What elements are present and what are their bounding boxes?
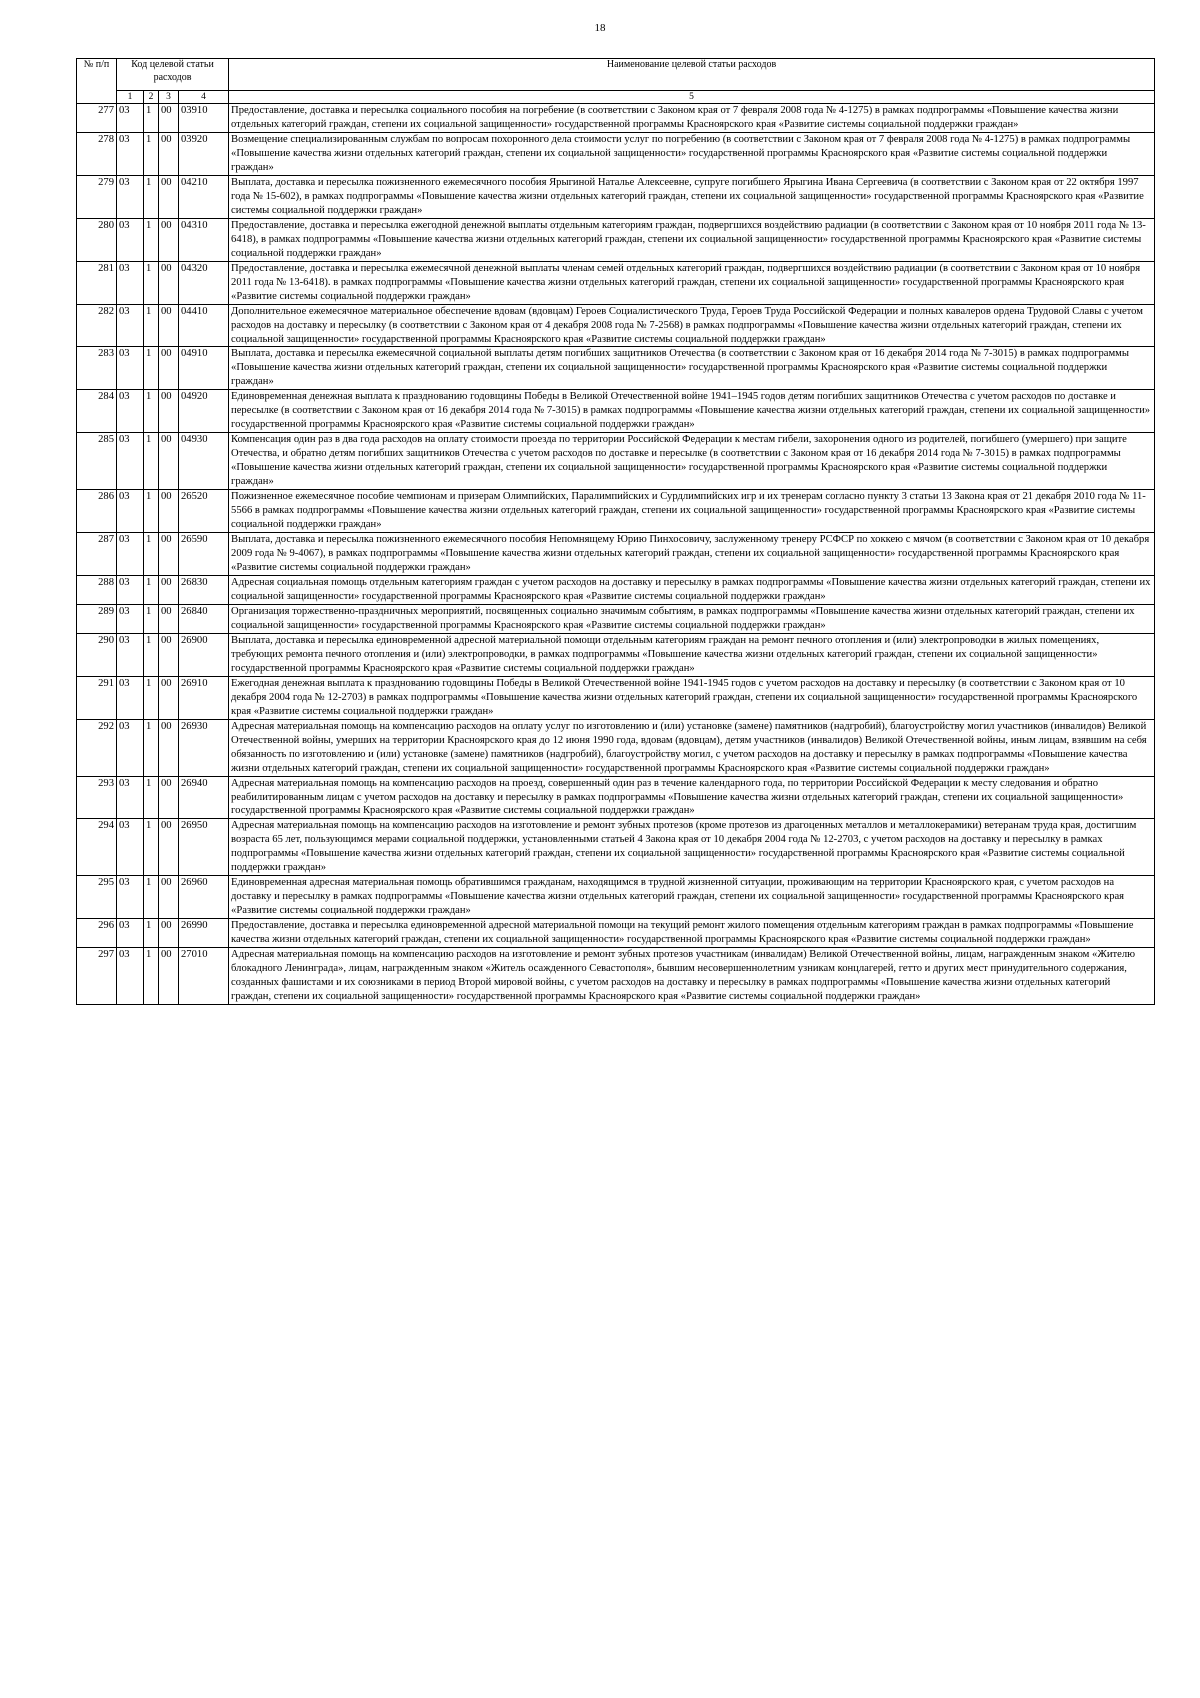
code-part-3: 00	[159, 132, 179, 175]
code-part-2: 1	[144, 876, 159, 919]
row-number: 290	[77, 633, 117, 676]
row-number: 281	[77, 261, 117, 304]
code-part-4: 26900	[179, 633, 229, 676]
code-part-3: 00	[159, 948, 179, 1005]
table-row	[77, 676, 1155, 719]
code-part-2: 1	[144, 433, 159, 490]
header-target-code: Код целевой статьи расходов	[117, 59, 229, 91]
code-part-1: 03	[117, 633, 144, 676]
row-number: 283	[77, 347, 117, 390]
code-part-4: 26830	[179, 575, 229, 604]
code-part-3: 00	[159, 776, 179, 819]
row-number: 297	[77, 948, 117, 1005]
code-part-3: 00	[159, 819, 179, 876]
code-part-2: 1	[144, 490, 159, 533]
table-row	[77, 433, 1155, 490]
code-part-4: 04210	[179, 175, 229, 218]
code-part-3: 00	[159, 433, 179, 490]
code-part-1: 03	[117, 104, 144, 133]
table-row	[77, 633, 1155, 676]
code-part-2: 1	[144, 132, 159, 175]
row-number: 277	[77, 104, 117, 133]
code-part-2: 1	[144, 633, 159, 676]
expense-item-name: Пожизненное ежемесячное пособие чемпионам и призерам Олимпийских, Паралимпийских и Сурдлимпийских игр и их тренерам согласно пункту 3 статьи 13 Закона края от 21 декабря 2010 года № 11-5566 в рамках подпрограммы «Повышение качества жизни отдельных категорий граждан, степени их социальной защищенности» государственной программы Красноярского края «Развитие системы социальной поддержки граждан»	[229, 490, 1155, 533]
code-part-1: 03	[117, 604, 144, 633]
code-part-2: 1	[144, 104, 159, 133]
expense-item-name: Дополнительное ежемесячное материальное обеспечение вдовам (вдовцам) Героев Социалистического Труда, Героев Труда Российской Федерации и полных кавалеров ордена Трудовой Славы с учетом расходов на доставку и пересылку (в соответствии с Законом края от 4 декабря 2008 года № 7-2568) в рамках подпрограммы «Повышение качества жизни отдельных категорий граждан, степени их социальной защищенности» государственной программы Красноярского края «Развитие системы социальной поддержки граждан»	[229, 304, 1155, 347]
row-number: 292	[77, 719, 117, 776]
row-number: 280	[77, 218, 117, 261]
header-index-1: 1	[117, 91, 144, 104]
expense-item-name: Выплата, доставка и пересылка пожизненного ежемесячного пособия Ярыгиной Наталье Алексеевне, супруге погибшего Ярыгина Ивана Сергеевича (в соответствии с Законом края от 22 октября 1997 года № 15-602), в рамках подпрограммы «Повышение качества жизни отдельных категорий граждан, степени их социальной защищенности» государственной программы Красноярского края «Развитие системы социальной поддержки граждан»	[229, 175, 1155, 218]
code-part-2: 1	[144, 575, 159, 604]
expense-item-name: Единовременная адресная материальная помощь обратившимся гражданам, находящимся в трудной жизненной ситуации, проживающим на территории Красноярского края, с учетом расходов на доставку и пересылку в рамках подпрограммы «Повышение качества жизни отдельных категорий граждан, степени их социальной защищенности» государственной программы Красноярского края «Развитие системы социальной поддержки граждан»	[229, 876, 1155, 919]
table-row	[77, 218, 1155, 261]
expense-item-name: Единовременная денежная выплата к празднованию годовщины Победы в Великой Отечественной войне 1941–1945 годов детям погибших защитников Отечества с учетом расходов по доставке и пересылке (в соответствии с Законом края от 16 декабря 2014 года № 7-3015) в рамках подпрограммы «Повышение качества жизни отдельных категорий граждан, степени их социальной защищенности» государственной программы Красноярского края «Развитие системы социальной поддержки граждан»	[229, 390, 1155, 433]
header-index-5: 5	[229, 91, 1155, 104]
code-part-2: 1	[144, 175, 159, 218]
code-part-4: 04930	[179, 433, 229, 490]
expense-item-name: Компенсация один раз в два года расходов на оплату стоимости проезда по территории Российской Федерации к местам гибели, захоронения одного из родителей, погибшего (умершего) при защите Отечества, и обратно детям погибших защитников Отечества с учетом расходов по доставке и пересылке (в соответствии с Законом края от 16 декабря 2014 года № 7-3015) в рамках подпрограммы «Повышение качества жизни отдельных категорий граждан, степени их социальной защищенности» государственной программы Красноярского края «Развитие системы социальной поддержки граждан»	[229, 433, 1155, 490]
table-row	[77, 575, 1155, 604]
table-row	[77, 948, 1155, 1005]
row-number: 286	[77, 490, 117, 533]
row-number: 282	[77, 304, 117, 347]
code-part-3: 00	[159, 633, 179, 676]
code-part-4: 27010	[179, 948, 229, 1005]
header-index-3: 3	[159, 91, 179, 104]
code-part-2: 1	[144, 604, 159, 633]
table-row	[77, 876, 1155, 919]
header-index-4: 4	[179, 91, 229, 104]
row-number: 287	[77, 533, 117, 576]
expense-item-name: Организация торжественно-праздничных мероприятий, посвященных социально значимым событиям, в рамках подпрограммы «Повышение качества жизни отдельных категорий граждан, степени их социальной защищенности» государственной программы Красноярского края «Развитие системы социальной поддержки граждан»	[229, 604, 1155, 633]
code-part-4: 26520	[179, 490, 229, 533]
code-part-1: 03	[117, 261, 144, 304]
code-part-1: 03	[117, 776, 144, 819]
code-part-1: 03	[117, 919, 144, 948]
expense-item-name: Предоставление, доставка и пересылка социального пособия на погребение (в соответствии с Законом края от 7 февраля 2008 года № 4-1275) в рамках подпрограммы «Повышение качества жизни отдельных категорий граждан, степени их социальной защищенности» государственной программы Красноярского края «Развитие системы социальной поддержки граждан»	[229, 104, 1155, 133]
code-part-3: 00	[159, 676, 179, 719]
code-part-1: 03	[117, 132, 144, 175]
expense-items-table	[76, 58, 1155, 1005]
code-part-4: 26590	[179, 533, 229, 576]
code-part-4: 26940	[179, 776, 229, 819]
code-part-4: 26990	[179, 919, 229, 948]
table-row	[77, 919, 1155, 948]
row-number: 279	[77, 175, 117, 218]
row-number: 288	[77, 575, 117, 604]
code-part-3: 00	[159, 533, 179, 576]
table-header-row	[77, 59, 1155, 91]
code-part-1: 03	[117, 676, 144, 719]
code-part-2: 1	[144, 304, 159, 347]
code-part-3: 00	[159, 175, 179, 218]
code-part-2: 1	[144, 948, 159, 1005]
code-part-1: 03	[117, 819, 144, 876]
code-part-4: 26960	[179, 876, 229, 919]
row-number: 295	[77, 876, 117, 919]
code-part-3: 00	[159, 304, 179, 347]
code-part-3: 00	[159, 347, 179, 390]
code-part-1: 03	[117, 533, 144, 576]
expense-item-name: Предоставление, доставка и пересылка единовременной адресной материальной помощи на текущий ремонт жилого помещения отдельным категориям граждан в рамках подпрограммы «Повышение качества жизни отдельных категорий граждан, степени их социальной защищенности» государственной программы Красноярского края «Развитие системы социальной поддержки граждан»	[229, 919, 1155, 948]
table-row	[77, 104, 1155, 133]
code-part-1: 03	[117, 218, 144, 261]
expense-item-name: Адресная материальная помощь на компенсацию расходов на оплату услуг по изготовлению и (или) установке (замене) памятников (надгробий), благоустройству могил участников (инвалидов) Великой Отечественной войны, умерших на территории Красноярского края до 12 июня 1990 года, вдовам (вдовцам), детям участников (инвалидов) Великой Отечественной войны, иным лицам, взявшим на себя обязанность по изготовлению и (или) установке (замене) памятников (надгробий), благоустройству могил, с учетом расходов на доставку и пересылку в рамках подпрограммы «Повышение качества жизни отдельных категорий граждан, степени их социальной защищенности» государственной программы Красноярского края «Развитие системы социальной поддержки граждан»	[229, 719, 1155, 776]
expense-item-name: Адресная материальная помощь на компенсацию расходов на изготовление и ремонт зубных протезов (кроме протезов из драгоценных металлов и металлокерамики) ветеранам труда края, достигшим возраста 65 лет, пользующимся мерами социальной поддержки, установленными статьей 4 Закона края от 10 декабря 2004 года № 12-2703, с учетом расходов на доставку и пересылку в рамках подпрограммы «Повышение качества жизни отдельных категорий граждан, степени их социальной защищенности» государственной программы Красноярского края «Развитие системы социальной поддержки граждан»	[229, 819, 1155, 876]
code-part-3: 00	[159, 390, 179, 433]
code-part-1: 03	[117, 304, 144, 347]
row-number: 296	[77, 919, 117, 948]
code-part-3: 00	[159, 876, 179, 919]
table-row	[77, 132, 1155, 175]
code-part-3: 00	[159, 719, 179, 776]
code-part-2: 1	[144, 218, 159, 261]
code-part-2: 1	[144, 261, 159, 304]
table-row	[77, 261, 1155, 304]
code-part-4: 04310	[179, 218, 229, 261]
code-part-3: 00	[159, 919, 179, 948]
code-part-1: 03	[117, 347, 144, 390]
code-part-2: 1	[144, 533, 159, 576]
code-part-4: 04910	[179, 347, 229, 390]
table-row	[77, 304, 1155, 347]
code-part-1: 03	[117, 390, 144, 433]
code-part-1: 03	[117, 876, 144, 919]
expense-item-name: Выплата, доставка и пересылка ежемесячной социальной выплаты детям погибших защитников Отечества (в соответствии с Законом края от 16 декабря 2014 года № 7-3015) в рамках подпрограммы «Повышение качества жизни отдельных категорий граждан, степени их социальной защищенности» государственной программы Красноярского края «Развитие системы социальной поддержки граждан»	[229, 347, 1155, 390]
expense-item-name: Предоставление, доставка и пересылка ежемесячной денежной выплаты членам семей отдельных категорий граждан, подвергшихся воздействию радиации (в соответствии с Законом края от 10 ноября 2011 года № 13-6418). в рамках подпрограммы «Повышение качества жизни отдельных категорий граждан, степени их социальной защищенности» государственной программы Красноярского края «Развитие системы социальной поддержки граждан»	[229, 261, 1155, 304]
table-row	[77, 604, 1155, 633]
code-part-1: 03	[117, 175, 144, 218]
table-row	[77, 819, 1155, 876]
header-row-number: № п/п	[77, 59, 117, 104]
code-part-4: 26840	[179, 604, 229, 633]
row-number: 293	[77, 776, 117, 819]
code-part-4: 26910	[179, 676, 229, 719]
expense-item-name: Предоставление, доставка и пересылка ежегодной денежной выплаты отдельным категориям граждан, подвергшихся воздействию радиации (в соответствии с Законом края от 10 ноября 2011 года № 13-6418), в рамках подпрограммы «Повышение качества жизни отдельных категорий граждан, степени их социальной защищенности» государственной программы Красноярского края «Развитие системы социальной поддержки граждан»	[229, 218, 1155, 261]
code-part-2: 1	[144, 819, 159, 876]
code-part-2: 1	[144, 919, 159, 948]
code-part-4: 04410	[179, 304, 229, 347]
code-part-4: 03910	[179, 104, 229, 133]
code-part-3: 00	[159, 104, 179, 133]
code-part-1: 03	[117, 719, 144, 776]
table-row	[77, 490, 1155, 533]
expense-item-name: Адресная материальная помощь на компенсацию расходов на проезд, совершенный один раз в течение календарного года, по территории Российской Федерации к месту следования и обратно реабилитированным лицам с учетом расходов на доставку и пересылку в рамках подпрограммы «Повышение качества жизни отдельных категорий граждан, степени их социальной защищенности» государственной программы Красноярского края «Развитие системы социальной поддержки граждан»	[229, 776, 1155, 819]
code-part-2: 1	[144, 347, 159, 390]
code-part-4: 26950	[179, 819, 229, 876]
expense-item-name: Возмещение специализированным службам по вопросам похоронного дела стоимости услуг по погребению (в соответствии с Законом края от 7 февраля 2008 года № 4-1275) в рамках подпрограммы «Повышение качества жизни отдельных категорий граждан, степени их социальной защищенности» государственной программы Красноярского края «Развитие системы социальной поддержки граждан»	[229, 132, 1155, 175]
code-part-1: 03	[117, 433, 144, 490]
code-part-4: 04320	[179, 261, 229, 304]
code-part-3: 00	[159, 218, 179, 261]
expense-item-name: Выплата, доставка и пересылка единовременной адресной материальной помощи отдельным категориям граждан на ремонт печного отопления и (или) электропроводки в жилых помещениях, требующих ремонта печного отопления и (или) электропроводки, в рамках подпрограммы «Повышение качества жизни отдельных категорий граждан, степени их социальной защищенности» государственной программы Красноярского края «Развитие системы социальной поддержки граждан»	[229, 633, 1155, 676]
row-number: 285	[77, 433, 117, 490]
expense-item-name: Ежегодная денежная выплата к празднованию годовщины Победы в Великой Отечественной войне 1941-1945 годов с учетом расходов на доставку и пересылку (в соответствии с Законом края от 10 декабря 2004 года № 12-2703) в рамках подпрограммы «Повышение качества жизни отдельных категорий граждан, степени их социальной защищенности» государственной программы Красноярского края «Развитие системы социальной поддержки граждан»	[229, 676, 1155, 719]
expense-item-name: Выплата, доставка и пересылка пожизненного ежемесячного пособия Непомнящему Юрию Пинхосовичу, заслуженному тренеру РСФСР по хоккею с мячом (в соответствии с Законом края от 10 декабря 2009 года № 9-4067), в рамках подпрограммы «Повышение качества жизни отдельных категорий граждан, степени их социальной защищенности» государственной программы Красноярского края «Развитие системы социальной поддержки граждан»	[229, 533, 1155, 576]
expense-item-name: Адресная социальная помощь отдельным категориям граждан с учетом расходов на доставку и пересылку в рамках подпрограммы «Повышение качества жизни отдельных категорий граждан, степени их социальной защищенности» государственной программы Красноярского края «Развитие системы социальной поддержки граждан»	[229, 575, 1155, 604]
row-number: 294	[77, 819, 117, 876]
row-number: 291	[77, 676, 117, 719]
table-body	[77, 104, 1155, 1005]
table-index-row	[77, 91, 1155, 104]
code-part-2: 1	[144, 390, 159, 433]
header-target-name: Наименование целевой статьи расходов	[229, 59, 1155, 91]
code-part-1: 03	[117, 948, 144, 1005]
table-row	[77, 390, 1155, 433]
table-row	[77, 347, 1155, 390]
code-part-3: 00	[159, 604, 179, 633]
code-part-3: 00	[159, 490, 179, 533]
row-number: 284	[77, 390, 117, 433]
table-row	[77, 175, 1155, 218]
code-part-2: 1	[144, 676, 159, 719]
code-part-2: 1	[144, 776, 159, 819]
code-part-4: 04920	[179, 390, 229, 433]
page-number: 18	[594, 22, 606, 34]
row-number: 278	[77, 132, 117, 175]
code-part-1: 03	[117, 490, 144, 533]
header-index-2: 2	[144, 91, 159, 104]
code-part-4: 03920	[179, 132, 229, 175]
code-part-3: 00	[159, 575, 179, 604]
table-row	[77, 719, 1155, 776]
row-number: 289	[77, 604, 117, 633]
code-part-4: 26930	[179, 719, 229, 776]
code-part-1: 03	[117, 575, 144, 604]
code-part-3: 00	[159, 261, 179, 304]
table-row	[77, 776, 1155, 819]
code-part-2: 1	[144, 719, 159, 776]
expense-item-name: Адресная материальная помощь на компенсацию расходов на изготовление и ремонт зубных протезов участникам (инвалидам) Великой Отечественной войны, лицам, награжденным знаком «Жителю блокадного Ленинграда», лицам, награжденным знаком «Житель осажденного Севастополя», бывшим несовершеннолетним узникам концлагерей, гетто и других мест принудительного содержания, созданных фашистами и их союзниками в период Второй мировой войны, с учетом расходов на доставку и пересылку в рамках подпрограммы «Повышение качества жизни отдельных категорий граждан, степени их социальной защищенности» государственной программы Красноярского края «Развитие системы социальной поддержки граждан»	[229, 948, 1155, 1005]
table-row	[77, 533, 1155, 576]
